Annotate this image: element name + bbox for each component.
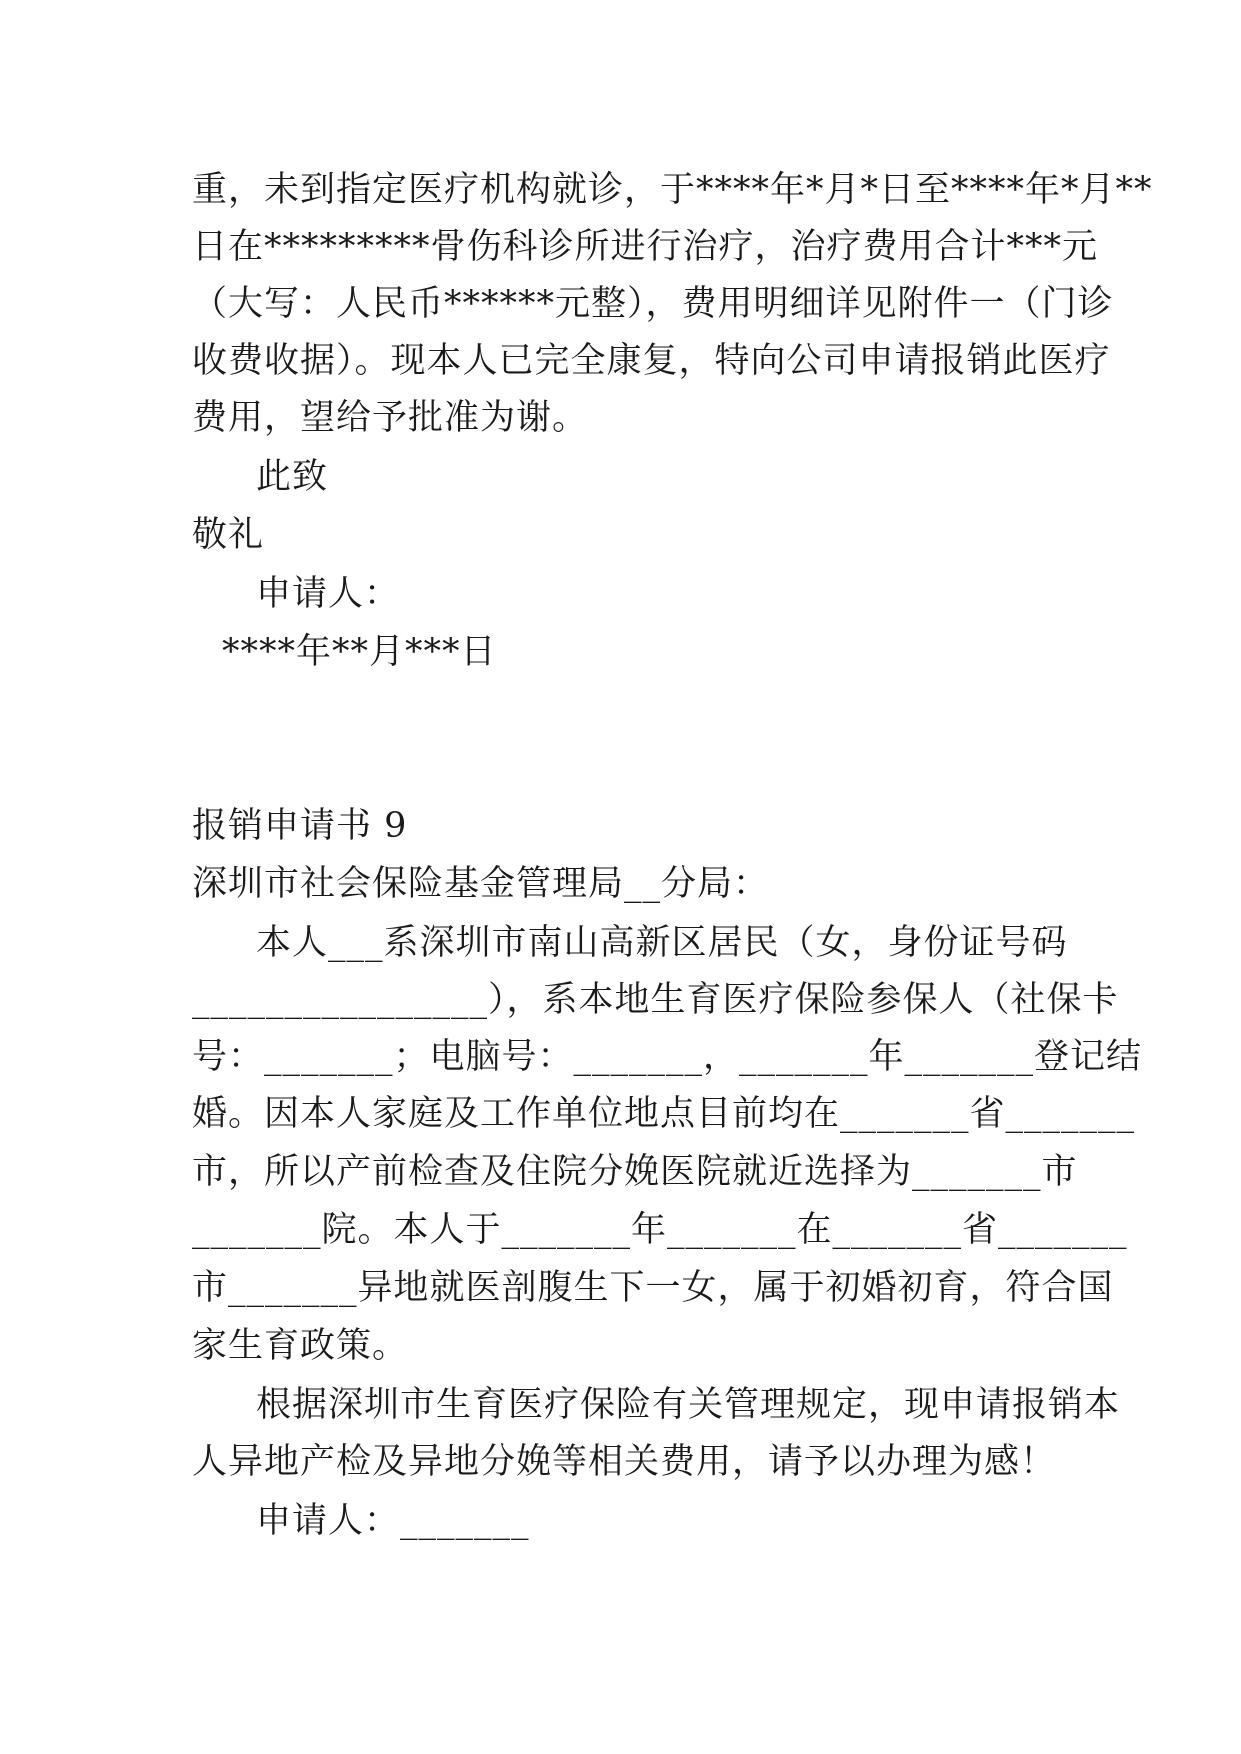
- body-line: 婚。因本人家庭及工作单位地点目前均在_______省_______: [192, 1094, 1136, 1134]
- body-line: 家生育政策。: [192, 1326, 409, 1366]
- letter-title: 报销申请书 9: [192, 806, 408, 846]
- body-line: 日在*********骨伤科诊所进行治疗，治疗费用合计***元: [192, 227, 1099, 267]
- applicant-label: 申请人：: [256, 574, 401, 614]
- body-line: ________________），系本地生育医疗保险参保人（社保卡: [192, 980, 1119, 1020]
- body-line: 重，未到指定医疗机构就诊，于****年*月*日至****年*月**: [192, 170, 1153, 210]
- body-line: （大写：人民币******元整），费用明细详见附件一（门诊: [192, 284, 1114, 324]
- body-line: 号：_______；电脑号：_______，_______年_______登记结: [192, 1037, 1143, 1077]
- applicant-signature-line: 申请人：_______: [256, 1501, 530, 1541]
- body-line: 本人___系深圳市南山高新区居民（女，身份证号码: [256, 923, 1068, 963]
- body-line: 收费收据）。现本人已完全康复，特向公司申请报销此医疗: [192, 341, 1111, 381]
- body-line: 根据深圳市生育医疗保险有关管理规定，现申请报销本: [256, 1385, 1121, 1425]
- body-line: _______院。本人于_______年_______在_______省_______: [192, 1210, 1128, 1250]
- body-line: 人异地产检及异地分娩等相关费用，请予以办理为感！: [192, 1442, 1057, 1482]
- salutation-text: 敬礼: [192, 515, 265, 555]
- body-line: 费用，望给予批准为谢。: [192, 398, 589, 438]
- addressee: 深圳市社会保险基金管理局__分局：: [192, 864, 770, 904]
- body-line: 市_______异地就医剖腹生下一女，属于初婚初育，符合国: [192, 1268, 1114, 1308]
- body-line: 市，所以产前检查及住院分娩医院就近选择为_______市: [192, 1152, 1078, 1192]
- date-text: ****年**月***日: [222, 632, 497, 672]
- closing-text: 此致: [256, 457, 329, 497]
